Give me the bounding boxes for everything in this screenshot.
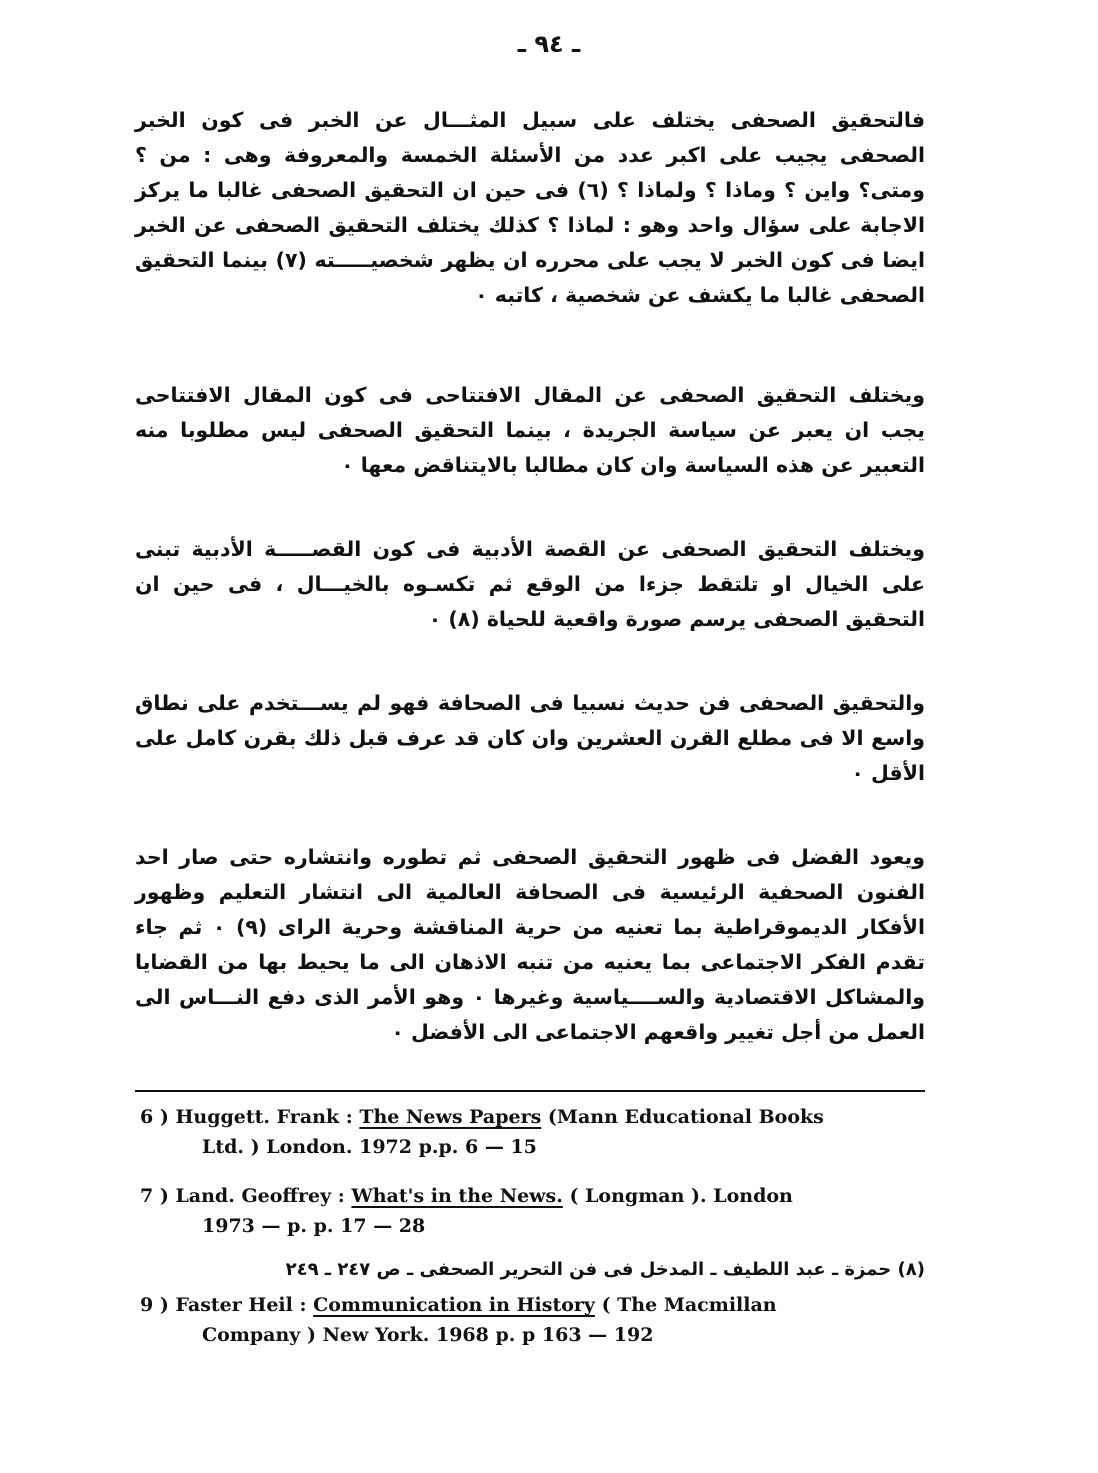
footnote-continuation: Ltd. ) London. 1972 p.p. 6 — 15: [202, 1136, 537, 1158]
footnote-publisher: ( Longman ). London: [562, 1185, 793, 1207]
page-number: ـ ٩٤ ـ: [517, 30, 581, 58]
paragraph-text: ويعود الفضل فى ظهور التحقيق الصحفى ثم تطوره وانتشاره حتى صار احد الفنون الصحفية الرئيسية فى الصحافة العالمية الى انتشار التعليم وظهور الأفكار الديموقراطية بما تعنيه من حرية المناقشة وحرية الراى (٩) ٠ ثم جاء تقدم الفكر الاجتماعى بما يعنيه من تنبه الاذهان الى ما يحيط بها من القضايا والمشاكل الاقتصادية والســــياسية وغيرها ٠ وهو الأمر الذى دفع النـــاس الى العمل من أجل تغيير واقعهم الاجتماعى الى الأفضل ٠: [135, 845, 926, 1044]
footnote-9: [140, 1290, 930, 1350]
footnote-7: [140, 1181, 930, 1241]
paragraph-text: ويختلف التحقيق الصحفى عن المقال الافتتاحى فى كون المقال الافتتاحى يجب ان يعبر عن سياسة الجريدة ، بينما التحقيق الصحفى ليس مطلوبا منه التعبير عن هذه السياسة وان كان مطالبا بالايتناقض معها ٠: [135, 383, 925, 477]
paragraph-4: [135, 686, 925, 791]
paragraph-text: والتحقيق الصحفى فن حديث نسبيا فى الصحافة فهو لم يســـتخدم على نطاق واسع الا فى مطلع القرن العشرين وان كان قد عرف قبل ذلك بقرن كامل على الأقل ٠: [135, 691, 925, 785]
paragraph-1: [135, 103, 925, 313]
footnote-continuation: Company ) New York. 1968 p. p 163 — 192: [202, 1324, 654, 1346]
paragraph-5: [135, 840, 925, 1050]
paragraph-text: ويختلف التحقيق الصحفى عن القصة الأدبية فى كون القصـــــة الأدبية تبنى على الخيال او تلتقط جزءا من الوقع ثم تكسـوه بالخيـــال ، فى حين ان التحقيق الصحفى يرسم صورة واقعية للحياة (٨) ٠: [135, 537, 925, 631]
footnote-number: 7 ): [140, 1185, 169, 1207]
footnote-separator: [135, 1090, 925, 1092]
footnote-number: 6 ): [140, 1106, 169, 1128]
paragraph-2: [135, 378, 925, 483]
footnote-number: 9 ): [140, 1294, 169, 1316]
footnote-author: Huggett. Frank :: [168, 1106, 360, 1128]
footnote-6: [140, 1102, 930, 1162]
footnote-title: The News Papers: [359, 1106, 542, 1128]
footnote-title: What's in the News.: [351, 1185, 563, 1207]
paragraph-text: فالتحقيق الصحفى يختلف على سبيل المثـــال عن الخبر فى كون الخبر الصحفى يجيب على اكبر عدد من الأسئلة الخمسة والمعروفة وهى : من ؟ ومتى؟ واين ؟ وماذا ؟ ولماذا ؟ (٦) فى حين ان التحقيق الصحفى غالبا ما يركز الاجابة على سؤال واحد وهو : لماذا ؟ كذلك يختلف التحقيق الصحفى عن الخبر ايضا فى كون الخبر لا يجب على محرره ان يظهر شخصيـــــته (٧) بينما التحقيق الصحفى غالبا ما يكشف عن شخصية ، كاتبه ٠: [135, 108, 925, 307]
footnote-title: Communication in History: [313, 1294, 595, 1316]
footnote-publisher: (Mann Educational Books: [541, 1106, 824, 1128]
footnote-publisher: ( The Macmillan: [594, 1294, 777, 1316]
footnote-8: (٨) حمزة ـ عبد اللطيف ـ المدخل فى فن التحرير الصحفى ـ ص ٢٤٧ ـ ٢٤٩: [285, 1259, 925, 1280]
footnote-continuation: 1973 — p. p. 17 — 28: [202, 1215, 426, 1237]
footnote-author: Faster Heil :: [168, 1294, 314, 1316]
footnote-author: Land. Geoffrey :: [168, 1185, 352, 1207]
paragraph-3: [135, 532, 925, 637]
